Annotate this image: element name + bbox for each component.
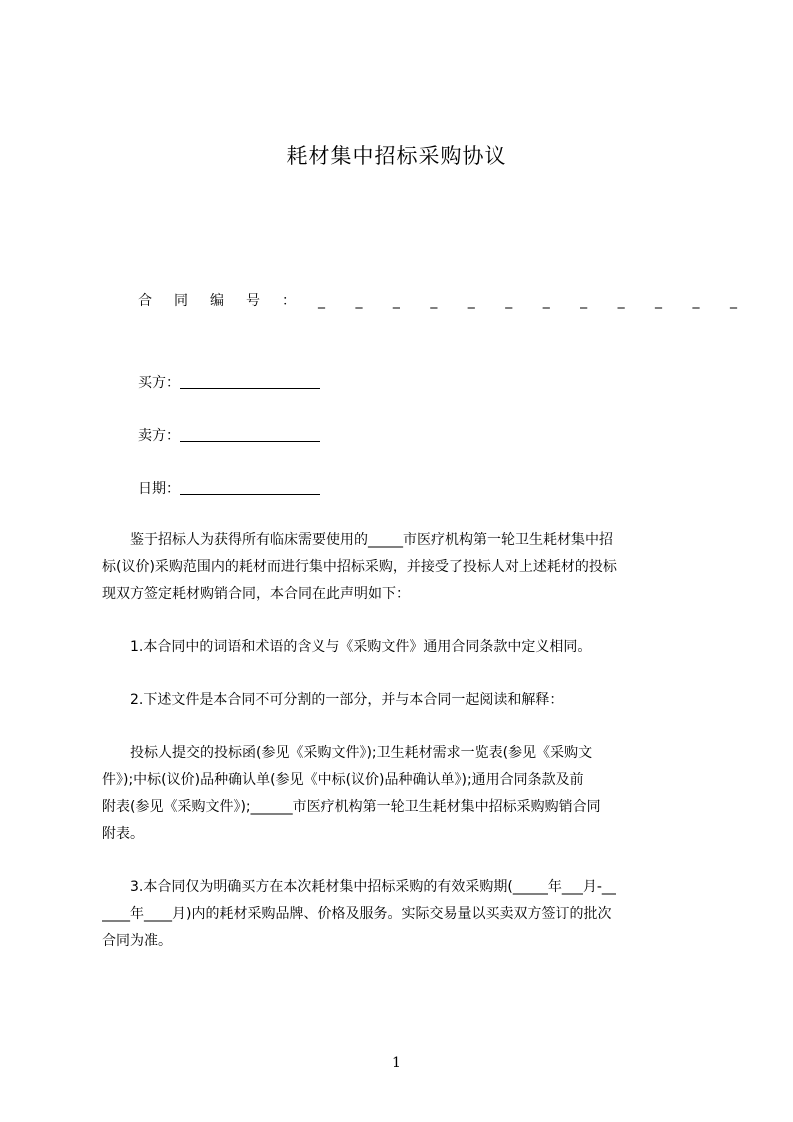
- clause-3: [102, 874, 702, 955]
- buyer-blank-line: [180, 374, 320, 389]
- intro-line: 现双方签定耗材购销合同，本合同在此声明如下：: [102, 586, 410, 602]
- intro-paragraph: [102, 527, 702, 608]
- clause-1: [102, 634, 702, 661]
- clause-3-line: ____年____月)内的耗材采购品牌、价格及服务。实际交易量以买卖双方签订的批次: [102, 906, 612, 922]
- seller-blank-line: [180, 427, 320, 442]
- date-label: 日期：: [138, 481, 180, 497]
- page-number: 1: [392, 1055, 401, 1071]
- seller-field: [138, 425, 320, 445]
- contract-number-field: [138, 290, 750, 310]
- clause-3-line: 3.本合同仅为明确买方在本次耗材集中招标采购的有效采购期(_____年___月-__: [102, 879, 616, 895]
- date-field: [138, 478, 320, 498]
- intro-line: 鉴于招标人为获得所有临床需要使用的_____市医疗机构第一轮卫生耗材集中招: [102, 532, 613, 548]
- clause-2-detail-line: 投标人提交的投标函(参见《采购文件》);卫生耗材需求一览表(参见《采购文: [102, 745, 593, 761]
- clause-2-detail: [102, 740, 702, 848]
- clause-1-text: 1.本合同中的词语和术语的含义与《采购文件》通用合同条款中定义相同。: [102, 639, 592, 655]
- contract-number-label: 合同编号：: [138, 293, 318, 309]
- buyer-label: 买方：: [138, 375, 180, 391]
- intro-line: 标(议价)采购范围内的耗材而进行集中招标采购，并接受了投标人对上述耗材的投标: [102, 559, 617, 575]
- seller-label: 卖方：: [138, 428, 180, 444]
- clause-3-line: 合同为准。: [102, 933, 172, 949]
- clause-2-detail-line: 附表。: [102, 826, 144, 842]
- clause-2-detail-line: 附表(参见《采购文件》);______市医疗机构第一轮卫生耗材集中招标采购购销合同: [102, 799, 601, 815]
- clause-2-text: 2.下述文件是本合同不可分割的一部分，并与本合同一起阅读和解释：: [102, 692, 564, 708]
- buyer-field: [138, 372, 320, 392]
- date-blank-line: [180, 480, 320, 495]
- clause-2: [102, 687, 702, 714]
- clause-2-detail-line: 件》);中标(议价)品种确认单(参见《中标(议价)品种确认单》);通用合同条款及前: [102, 772, 584, 788]
- contract-number-blank: _ _ _ _ _ _ _ _ _ _ _ _: [318, 293, 750, 309]
- document-title: 耗材集中招标采购协议: [286, 144, 507, 168]
